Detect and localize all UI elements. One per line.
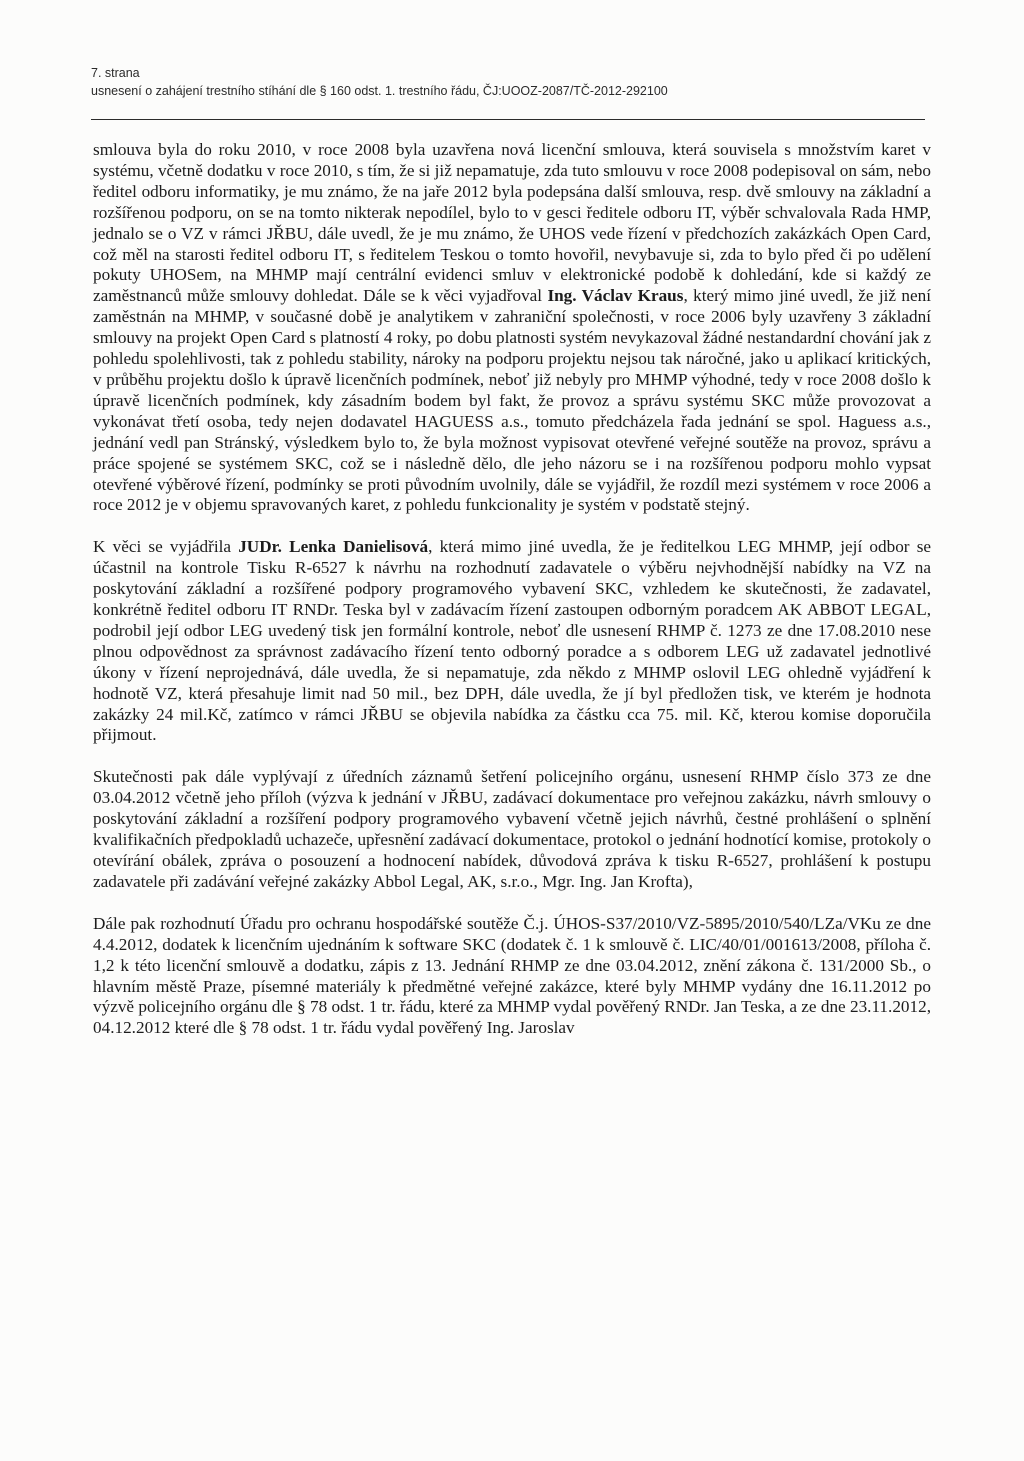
person-name-lenka-danielisova: JUDr. Lenka Danielisová: [238, 537, 429, 557]
paragraph-4: [93, 914, 931, 1039]
paragraph-2: [93, 537, 931, 746]
scan-artifact: [350, 1408, 670, 1422]
paragraph-4-text: Dále pak rozhodnutí Úřadu pro ochranu hospodářské soutěže Č.j. ÚHOS-S37/2010/VZ-5895/2010/540/LZa/VKu ze dne 4.4.2012, dodatek k licenčním ujednáním k software SKC (dodatek č. 1 k smlouvě č. LIC/40/01/001613/2008, příloha č. 1,2 k této licenční smlouvě a dodatku, zápis z 13. Jednání RHMP ze dne 03.04.2012, znění zákona č. 131/2000 Sb., o hlavním městě Praze, písemné materiály k předmětné veřejné zakázce, které byly MHMP vydány dne 16.11.2012 po výzvě policejního orgánu dle § 78 odst. 1 tr. řádu, které za MHMP vydal pověřený RNDr. Jan Teska, a ze dne 23.11.2012, 04.12.2012 které dle § 78 odst. 1 tr. řádu vydal pověřený Ing. Jaroslav: [93, 913, 931, 1038]
paragraph-3: [93, 767, 931, 892]
paragraph-2-text-2: , která mimo jiné uvedla, že je ředitelkou LEG MHMP, její odbor se účastnil na kontrole Tisku R-6527 k návrhu na rozhodnutí zadavatele o výběru nejvhodnější nabídky na VZ na poskytování základní a rozšířené podpory programového vybavení SKC, vzhledem ke skutečnosti, že zadavatel, konkrétně ředitel odboru IT RNDr. Teska byl v zadávacím řízení zastoupen odborným poradcem AK ABBOT LEGAL, podrobil její odbor LEG uvedený tisk jen formální kontrole, neboť dle usnesení RHMP č. 1273 ze dne 17.08.2010 nese plnou odpovědnost za správnost zadávacího řízení tento odborný poradce a s odborem LEG už zadavatel jednotlivé úkony v řízení neprojednává, dále uvedla, že si nepamatuje, zda někdo z MHMP oslovil LEG ohledně vyjádření k hodnotě VZ, která přesahuje limit nad 50 mil., bez DPH, dále uvedla, že jí byl předložen tisk, ve kterém je hodnota zakázky 24 mil.Kč, zatímco v rámci JŘBU se objevila nabídka za částku cca 75. mil. Kč, kterou komise doporučila přijmout.: [93, 537, 932, 745]
header-divider: [91, 119, 925, 120]
page-number: 7. strana: [91, 66, 140, 80]
paragraph-2-text-1: K věci se vyjádřila: [93, 537, 239, 557]
paragraph-1-text-2: , který mimo jiné uvedl, že již není zaměstnán na MHMP, v současné době je analytikem v zahraniční společnosti, v roce 2006 byly uzavřeny 3 základní smlouvy na projekt Open Card s platností 4 roky, po dobu platnosti systém nevykazoval žádné nestandardní chování jak z pohledu spolehlivosti, tak z pohledu stability, nároky na podporu projektu nejsou tak náročné, jako u aplikací kritických, v průběhu projektu došlo k úpravě licenčních podmínek, neboť již nebyly pro MHMP výhodné, tedy v roce 2008 došlo k úpravě licenčních podmínek, kdy zásadním bodem byl fakt, že provoz a správu systému SKC může provozovat a vykonávat třetí osoba, tedy nejen dodavatel HAGUESS a.s., tomuto předcházela řada jednání se spol. Haguess a.s., jednání vedl pan Stránský, výsledkem bylo to, že byla možnost vypisovat otevřené veřejné soutěže na provoz, správu a práce spojené se systémem SKC, což se i následně dělo, dle jeho názoru se i na rozšířenou podporu mohlo vypsat otevřené výběrové řízení, podmínky se proti původním uvolnily, dále se vyjádřil, že rozdíl mezi systémem v roce 2006 a roce 2012 je v objemu spravovaných karet, z pohledu funkcionality je systém v podstatě stejný.: [93, 286, 931, 515]
paragraph-1: [93, 140, 931, 516]
page-header: [91, 64, 931, 100]
case-reference: usnesení o zahájení trestního stíhání dle § 160 odst. 1. trestního řádu, ČJ:UOOZ-2087/TČ-2012-292100: [91, 84, 668, 98]
paragraph-1-text-1: smlouva byla do roku 2010, v roce 2008 byla uzavřena nová licenční smlouva, která souvisela s množstvím karet v systému, včetně dodatku v roce 2010, s tím, že si již nepamatuje, zda tuto smlouvu v roce 2008 podepisoval on sám, nebo ředitel odboru informatiky, je mu známo, že na jaře 2012 byla podepsána další smlouva, resp. dvě smlouvy na základní a rozšířenou podporu, on se na tomto nikterak nepodílel, bylo to v gesci ředitele odboru IT, výběr schvalovala Rada HMP, jednalo se o VZ v rámci JŘBU, dále uvedl, že je mu známo, že UHOS vede řízení v předchozích zakázkách Open Card, což měl na starosti ředitel odboru IT, s ředitelem Teskou o tomto hovořil, nevybavuje si, zda to bylo před či po udělení pokuty UHOSem, na MHMP mají centrální evidenci smluv v elektronické podobě k dohledání, kde si každý ze zaměstnanců může smlouvy dohledat. Dále se k věci vyjadřoval: [93, 140, 931, 306]
paragraph-3-text: Skutečnosti pak dále vyplývají z úředních záznamů šetření policejního orgánu, usnesení RHMP číslo 373 ze dne 03.04.2012 včetně jeho příloh (výzva k jednání v JŘBU, zadávací dokumentace pro veřejnou zakázku, návrh smlouvy o poskytování základní a rozšíření podpory programového vybavení včetně jejich návrhů, čestné prohlášení o splnění kvalifikačních předpokladů uchazeče, upřesnění zadávací dokumentace, protokol o jednání hodnotící komise, protokoly o otevírání obálek, zpráva o posouzení a hodnocení nabídek, důvodová zpráva k tisku R-6527, prohlášení k postupu zadavatele při zadávání veřejné zakázky Abbol Legal, AK, s.r.o., Mgr. Ing. Jan Krofta),: [93, 767, 931, 891]
person-name-vaclav-kraus: Ing. Václav Kraus: [547, 286, 684, 306]
document-body: [93, 140, 931, 1060]
